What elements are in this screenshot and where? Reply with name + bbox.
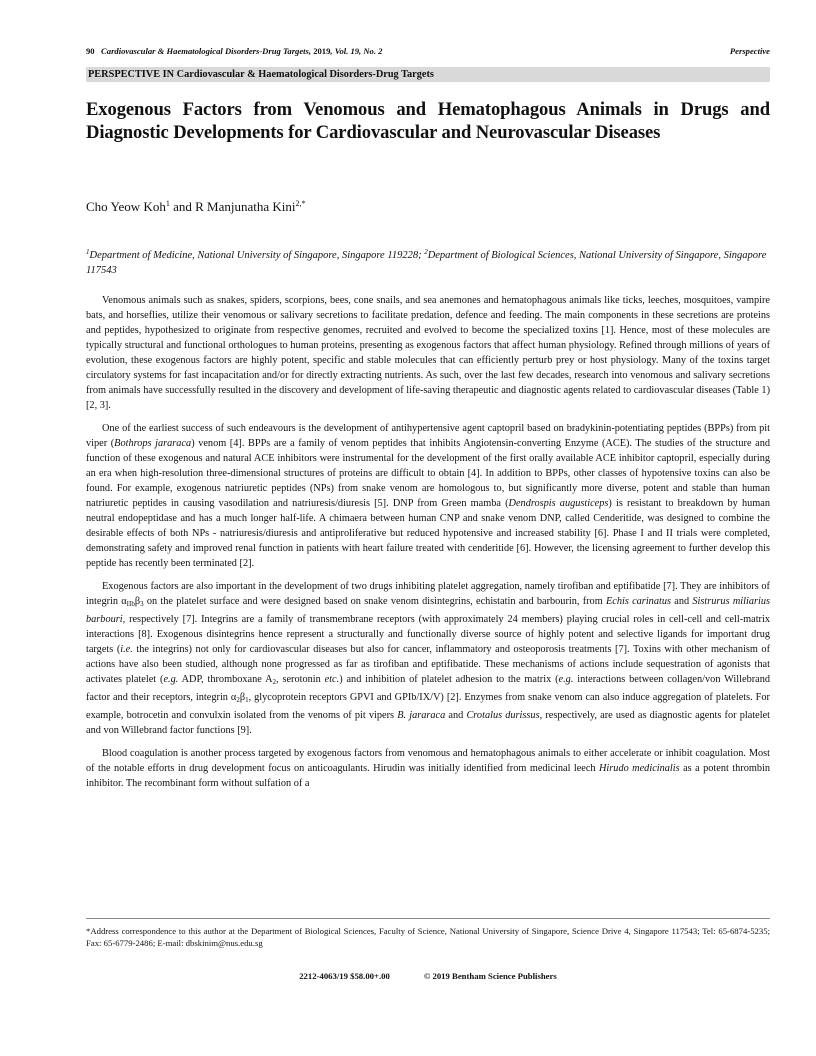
author-affiliation-mark: 1 [165, 199, 170, 208]
footnote-divider [86, 918, 770, 919]
species-name: B. jararaca [397, 710, 446, 722]
journal-volume: Vol. 19, No. 2 [334, 46, 383, 56]
author-list [86, 199, 306, 215]
paragraph: Venomous animals such as snakes, spiders, scorpions, bees, cone snails, and sea anemones and hematophagous animals like ticks, leeches, mosquitoes, vampire bats, and horseflies, utilize their venomous or salivary secretions to facilitate predation, defence and feeding. The main components in these secretions are proteins and peptides, hypothesized to originate from respective genomes, recruited and evolved to become the specialized toxins [1]. Hence, most of these molecules are typically structural and functional orthologues to human proteins, presenting as exogenous factors that affect human physiology. Refined through millions of years of evolution, these exogenous factors are highly potent, specific and stable molecules that can efficiently perturb prey or host physiology. Many of the toxins target circulatory systems for fast incapacitation and/or for directly extracting nutrients. As such, over the last few decades, research into venomous and salivary secretions from animals have successfully resulted in the discovery and development of life-saving therapeutic and diagnostic agents related to cardiovascular diseases (Table 1) [2, 3]. [86, 295, 770, 412]
paragraph: Exogenous factors are also important in the development of two drugs inhibiting platelet aggregation, namely tirofiban and eptifibatide [7]. They are inhibitors of integrin $\alpha_{IIb}\beta_3$ on the platelet surface and were designed based on snake venom disintegrins, echistatin and barbourin, from Echis carinatus and Sistrurus miliarius barbouri, respectively [7]. Integrins are a family of transmembrane receptors (with approximately 24 members) playing crucial roles in cell-cell and cell-matrix interactions [8]. Exogenous disintegrins hence represent a structurally and functionally diverse source of highly potent and selective ligands for important drug targets (i.e. the integrins) not only for cardiovascular diseases but also for cancer, inflammatory and osteoporosis treatments [7]. Toxins with other mechanism of actions have also been studied, although none progressed as far as tirofiban and eptifibatide. These mechanisms of actions include sequestration of agonists that activates platelet (e.g. ADP, thromboxane $A_2$, serotonin etc.) and inhibition of platelet adhesion to the matrix (e.g. interactions between collagen/von Willebrand factor and their receptors, integrin $\alpha_2\beta_1$, glycoprotein receptors GPVI and GPIb/IX/V) [2]. Enzymes from snake venom can also induce aggregation of platelets. For example, botrocetin and convulxin isolated from the venoms of pit vipers B. jararaca and Crotalus durissus, respectively, are used as diagnostic agents for platelet and von Willebrand factor functions [9]. [86, 580, 771, 737]
affiliation-text: Department of Biological Sciences, National University of Singapore, Singapore 117543 [86, 250, 767, 276]
affiliation-text: Department of Medicine, National University of Singapore, Singapore 119228; [89, 250, 425, 261]
author-name: R Manjunatha Kini [195, 199, 296, 214]
copyright-line [86, 971, 770, 981]
author-affiliation-mark: 2,* [295, 199, 306, 208]
affiliations [86, 245, 770, 278]
running-head-left: 90 Cardiovascular & Haematological Disorders-Drug Targets, 2019, Vol. 19, No. 2 [86, 46, 383, 56]
issn-price: 2212-4063/19 $58.00+.00 [299, 971, 390, 981]
journal-year: 2019 [313, 46, 331, 56]
journal-name: Cardiovascular & Haematological Disorders-Drug Targets [101, 46, 309, 56]
author-name: Cho Yeow Koh [86, 199, 166, 214]
species-name: Crotalus durissus [466, 710, 540, 722]
paragraph: One of the earliest success of such endeavours is the development of antihypertensive agent captopril based on bradykinin-potentiating peptides (BPPs) from pit viper (Bothrops jararaca) venom [4]. BPPs are a family of venom peptides that inhibits Angiotensin-converting Enzyme (ACE). The studies of the structure and function of these exogenous and natural ACE inhibitors were instrumental for the development of the first orally available ACE inhibitor captopril, especially during an era when high-resolution three-dimensional structures of proteins are difficult to obtain [4]. In addition to BPPs, other classes of hypotensive toxins can also be found. For example, exogenous natriuretic peptides (NPs) from snake venom are homologous to, but significantly more diverse, potent and stable than human natriuretic peptides in causing vasodilation and natriuresis/diuresis [5]. DNP from Green mamba (Dendrospis augusticeps) is resistant to breakdown by human neutral endopeptidase and has a much longer half-life. A chimaera between human CNP and snake venom DNP, called Cenderitide, was designed to combine the desirable effects of both NPs - natriuresis/diuresis and antiproliferative but reduced hypotensive and increased stability [6]. Phase I and II trials were completed, demonstrating safety and improved renal function in patients with heart failure treated with cenderitide [6]. However, the licensing agreement to further develop this peptide has recently been terminated [2]. [86, 422, 770, 570]
species-name: Sistrurus miliarius barbouri [86, 595, 771, 625]
page-number: 90 [86, 46, 95, 56]
affiliation-mark: 1 [86, 248, 90, 256]
species-name: Echis carinatus [605, 595, 671, 607]
article-title: Exogenous Factors from Venomous and Hematophagous Animals in Drugs and Diagnostic Developments for Cardiovascular and Neurovascular Diseases [86, 99, 770, 143]
publisher-copyright: © 2019 Bentham Science Publishers [423, 971, 557, 981]
paragraph: Blood coagulation is another process targeted by exogenous factors from venomous and hematophagous animals to either accelerate or inhibit coagulation. Most of the notable efforts in drug development focus on anticoagulants. Hirudin was initially identified from medicinal leech Hirudo medicinalis as a potent thrombin inhibitor. The recombinant form without sulfation of a [86, 747, 771, 789]
species-name: Dendrospis augusticeps [508, 498, 609, 510]
article-body [86, 293, 770, 798]
species-name: Bothrops jararaca [114, 437, 192, 449]
running-head [86, 46, 770, 56]
article-type: Perspective [729, 46, 770, 56]
correspondence-footnote: *Address correspondence to this author at the Department of Biological Sciences, Faculty of Science, National University of Singapore, Science Drive 4, Singapore 117543; Tel: 65-6874-5235; Fax: 65-6779-2486; E-mail: dbskinim@nus.edu.sg [86, 926, 770, 948]
affiliation-mark: 2 [424, 248, 428, 256]
author-conjunction: and [169, 199, 196, 214]
section-banner: PERSPECTIVE IN Cardiovascular & Haematological Disorders-Drug Targets [86, 67, 770, 82]
species-name: Hirudo medicinalis [599, 762, 680, 774]
